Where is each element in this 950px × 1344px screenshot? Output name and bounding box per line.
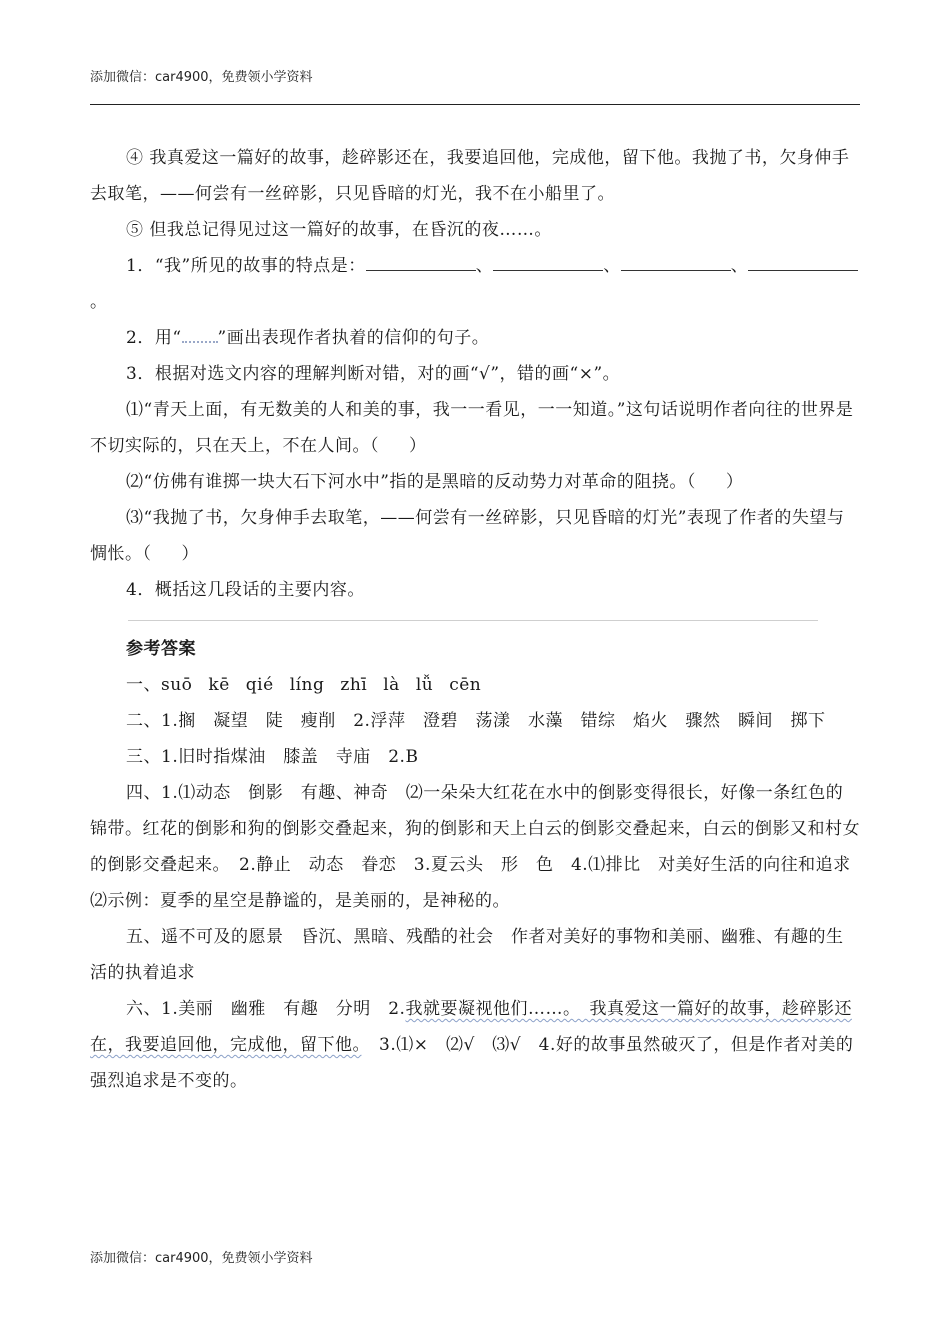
question-3-1 — [90, 392, 860, 464]
pinyin-item: kē — [208, 675, 230, 695]
answer-6-part-1: 六、1.美丽 幽雅 有趣 分明 2. — [126, 999, 406, 1019]
question-2-suffix: ”画出表现作者执着的信仰的句子。 — [217, 328, 490, 348]
separator: 、 — [603, 256, 621, 276]
pinyin-item: là — [383, 675, 400, 695]
paren-open: （ — [142, 544, 152, 564]
passage-paragraph-4: ④ 我真爱这一篇好的故事，趁碎影还在，我要追回他，完成他，留下他。我抛了书，欠身伸手去取笔，——何尝有一丝碎影，只见昏暗的灯光，我不在小船里了。 — [90, 148, 850, 204]
header-divider — [90, 104, 860, 105]
answer-4: 四、1.⑴动态 倒影 有趣、神奇 ⑵一朵朵大红花在水中的倒影变得很长，好像一条红色的锦带。红花的倒影和狗的倒影交叠起来，狗的倒影和天上白云的倒影交叠起来，白云的倒影又和村女的倒影交叠起来。 2.静止 动态 眷恋 3.夏云头 形 色 4.⑴排比 对美好生活的向往和追求 ⑵示例：夏季的星空是静谧的，是美丽的，是神秘的。 — [90, 783, 869, 911]
answer-3: 三、1.旧时指煤油 膝盖 寺庙 2.B — [126, 747, 419, 767]
question-3-2 — [90, 464, 860, 500]
wavy-line-sample — [182, 323, 218, 343]
pinyin-item: cēn — [449, 675, 482, 695]
answer-2: 二、1.搁 凝望 陡 瘦削 2.浮萍 澄碧 荡漾 水藻 错综 焰火 骤然 瞬间 掷下 — [126, 711, 826, 731]
pinyin-item: zhī — [340, 675, 368, 695]
question-2-prefix: 2．用“ — [126, 328, 182, 348]
passage-paragraph-5: ⑤ 但我总记得见过这一篇好的故事，在昏沉的夜……。 — [126, 220, 552, 240]
question-3-1-text: ⑴“青天上面，有无数美的人和美的事，我一一看见，一一知道。”这句话说明作者向往的世界是不切实际的，只在天上，不在人间。 — [90, 400, 854, 456]
page-header: 添加微信：car4900，免费领小学资料 — [90, 70, 313, 85]
answer-6-part-2: 3.⑴× ⑵√ ⑶√ 4.好的故事虽然破灭了，但是作者对美的强烈追求是不变的。 — [90, 1035, 854, 1091]
question-1 — [90, 248, 860, 320]
question-3-3-text: ⑶“我抛了书，欠身伸手去取笔，——何尝有一丝碎影，只见昏暗的灯光”表现了作者的失望与惆怅。 — [90, 508, 845, 564]
question-2 — [90, 320, 860, 356]
answer-blank[interactable] — [493, 250, 603, 271]
paren-open: （ — [370, 436, 379, 456]
answer-6 — [90, 991, 860, 1099]
question-4: 4．概括这几段话的主要内容。 — [126, 580, 365, 600]
question-1-text: 1．“我”所见的故事的特点是： — [126, 256, 366, 276]
paren-close: ） — [409, 436, 427, 456]
answer-blank[interactable] — [621, 250, 731, 271]
answer-6-wavy-sentences: 我就要凝视他们……。 我真爱这一篇好的故事，趁碎影还在，我要追回他，完成他，留下他。 — [90, 999, 852, 1055]
pinyin-item: qié — [245, 675, 274, 695]
paren-close: ） — [725, 472, 744, 492]
question-3-2-text: ⑵“仿佛有谁掷一块大石下河水中”指的是黑暗的反动势力对革命的阻挠。 — [126, 472, 687, 492]
answer-blank[interactable] — [748, 250, 858, 271]
answer-1 — [90, 667, 860, 703]
pinyin-item: lǚ — [415, 675, 434, 695]
document-body — [90, 140, 869, 1099]
pinyin-item: suō — [161, 675, 193, 695]
answer-blank[interactable] — [366, 250, 476, 271]
separator: 、 — [730, 256, 749, 276]
end-mark: 。 — [90, 292, 108, 312]
answer-1-label: 一、 — [126, 675, 161, 695]
pinyin-item: líng — [289, 675, 325, 695]
question-3: 3．根据对选文内容的理解判断对错，对的画“√”，错的画“×”。 — [126, 364, 621, 384]
separator: 、 — [475, 256, 494, 276]
answer-5: 五、遥不可及的愿景 昏沉、黑暗、残酷的社会 作者对美好的事物和美丽、幽雅、有趣的生活的执着追求 — [90, 927, 844, 983]
section-divider — [128, 620, 818, 621]
paren-close: ） — [181, 544, 199, 564]
page-footer: 添加微信：car4900，免费领小学资料 — [90, 1251, 313, 1266]
paren-open: （ — [686, 472, 696, 492]
answers-title: 参考答案 — [126, 639, 196, 659]
question-3-3 — [90, 500, 860, 572]
